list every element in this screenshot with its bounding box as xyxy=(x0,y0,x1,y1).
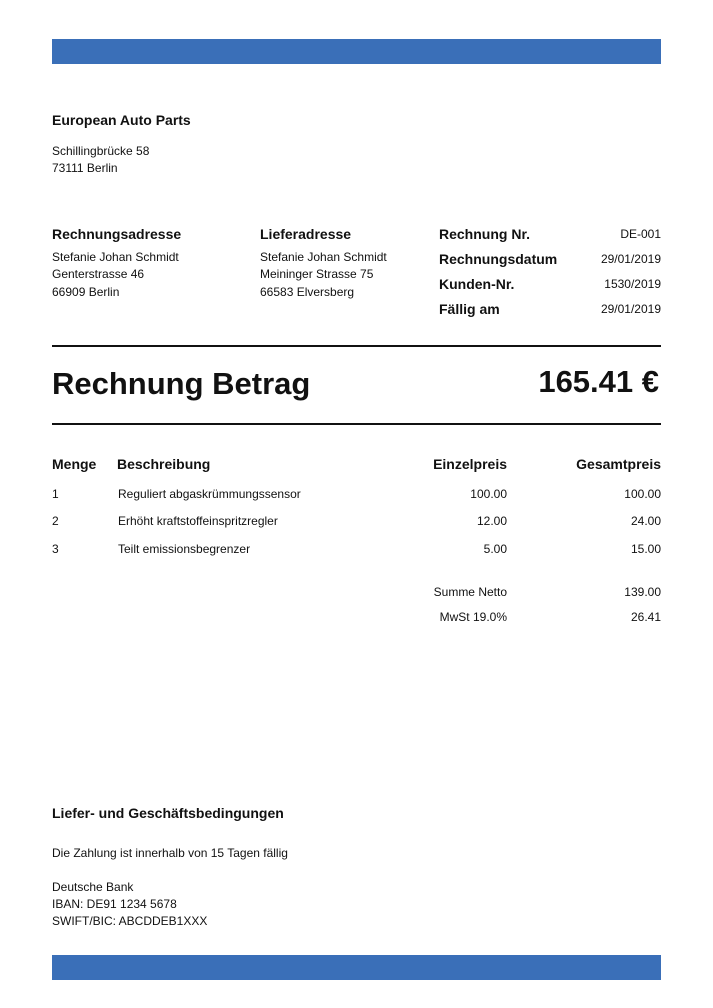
table-row-1-qty: 1 xyxy=(52,487,59,501)
column-header-description: Beschreibung xyxy=(117,456,211,472)
billing-heading: Rechnungsadresse xyxy=(52,226,182,242)
top-accent-bar xyxy=(52,39,661,64)
billing-city: 66909 Berlin xyxy=(52,285,120,299)
bank-name: Deutsche Bank xyxy=(52,880,134,894)
table-row-3-unit-price: 5.00 xyxy=(483,542,507,556)
due-date-value: 29/01/2019 xyxy=(600,302,661,316)
bottom-accent-bar xyxy=(52,955,661,980)
table-row-2-qty: 2 xyxy=(52,514,59,528)
table-row-2-total: 24.00 xyxy=(630,514,661,528)
table-row-2-unit-price: 12.00 xyxy=(476,514,507,528)
customer-number-label: Kunden-Nr. xyxy=(439,276,515,292)
payment-terms: Die Zahlung ist innerhalb von 15 Tagen fällig xyxy=(52,846,288,860)
table-row-3-description: Teilt emissionsbegrenzer xyxy=(118,542,251,556)
table-row-1-unit-price: 100.00 xyxy=(470,487,507,501)
net-total-label: Summe Netto xyxy=(433,585,507,599)
bank-swift: SWIFT/BIC: ABCDDEB1XXX xyxy=(52,914,208,928)
column-header-total-price: Gesamtpreis xyxy=(576,456,661,472)
invoice-number-label: Rechnung Nr. xyxy=(439,226,531,242)
table-row-3-qty: 3 xyxy=(52,542,59,556)
bank-iban: IBAN: DE91 1234 5678 xyxy=(52,897,177,911)
billing-name: Stefanie Johan Schmidt xyxy=(52,250,179,264)
shipping-street: Meininger Strasse 75 xyxy=(260,267,374,281)
seller-name: European Auto Parts xyxy=(52,112,191,128)
seller-street: Schillingbrücke 58 xyxy=(52,144,150,158)
net-total-value: 139.00 xyxy=(624,585,661,599)
divider-bottom xyxy=(52,423,661,425)
table-row-1-description: Reguliert abgaskrümmungssensor xyxy=(118,487,301,501)
column-header-qty: Menge xyxy=(52,456,97,472)
vat-value: 26.41 xyxy=(630,610,661,624)
vat-label: MwSt 19.0% xyxy=(439,610,507,624)
divider-top xyxy=(52,345,661,347)
table-row-1-total: 100.00 xyxy=(624,487,661,501)
invoice-number-value: DE-001 xyxy=(620,227,661,241)
invoice-date-value: 29/01/2019 xyxy=(600,252,661,266)
table-row-2-description: Erhöht kraftstoffeinspritzregler xyxy=(118,514,278,528)
amount-value: 165.41 € xyxy=(538,364,659,399)
billing-street: Genterstrasse 46 xyxy=(52,267,145,281)
amount-label: Rechnung Betrag xyxy=(52,366,311,401)
shipping-city: 66583 Elversberg xyxy=(260,285,355,299)
invoice-date-label: Rechnungsdatum xyxy=(439,251,558,267)
customer-number-value: 1530/2019 xyxy=(604,277,661,291)
due-date-label: Fällig am xyxy=(439,301,500,317)
terms-heading: Liefer- und Geschäftsbedingungen xyxy=(52,805,284,821)
table-row-3-total: 15.00 xyxy=(630,542,661,556)
shipping-name: Stefanie Johan Schmidt xyxy=(260,250,387,264)
seller-city: 73111 Berlin xyxy=(52,161,118,175)
shipping-heading: Lieferadresse xyxy=(260,226,352,242)
column-header-unit-price: Einzelpreis xyxy=(433,456,507,472)
